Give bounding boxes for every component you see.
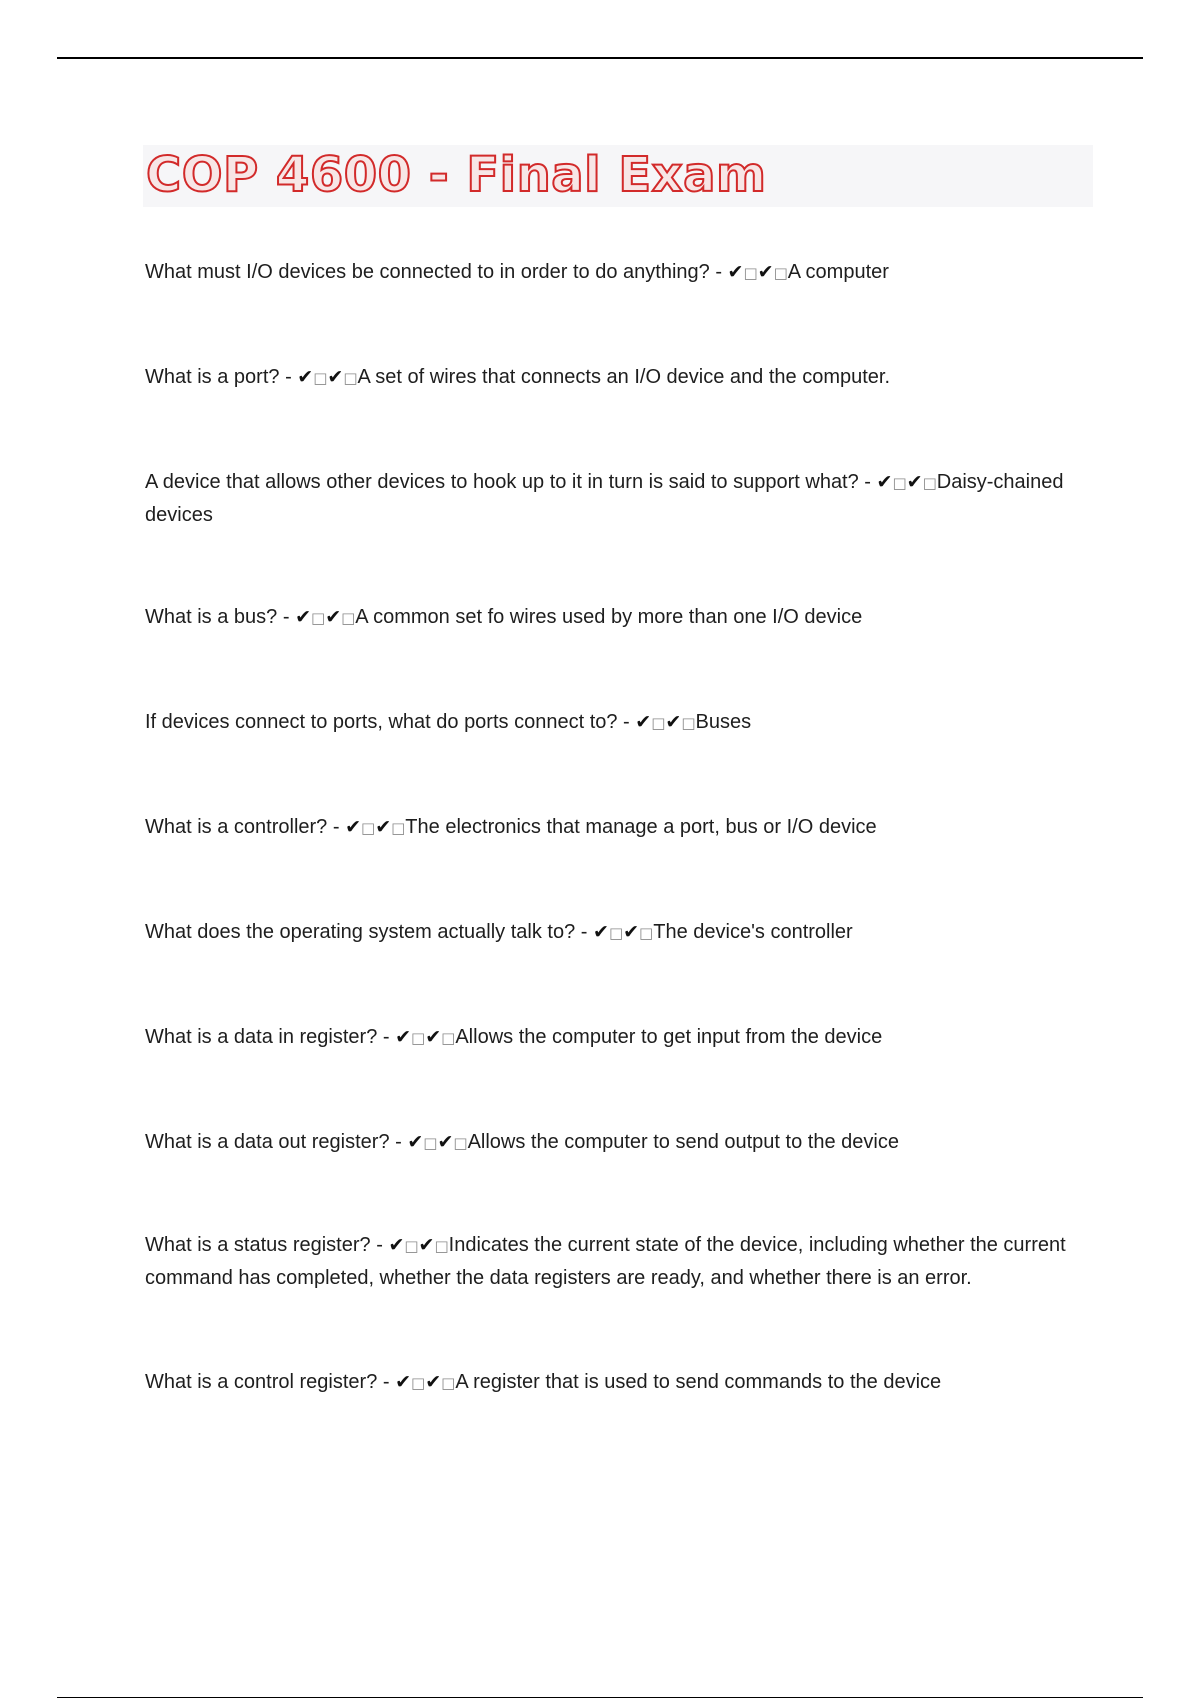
question-text: What does the operating system actually talk to? [145,921,576,943]
separator: - [327,816,346,838]
separator: - [370,1234,389,1256]
box-icon: □ [434,1237,449,1255]
question-text: If devices connect to ports, what do ports connect to? [145,711,618,733]
qa-item [145,361,1075,394]
qa-item [145,1229,1075,1294]
check-icon: ✔ [665,711,682,733]
answer-text: A register that is used to send commands to the device [455,1371,942,1393]
box-icon: □ [441,1374,456,1392]
qa-item [145,706,1075,739]
qa-item [145,256,1075,289]
question-text: What is a controller? [145,816,328,838]
check-icon: ✔ [325,606,342,628]
box-icon: □ [411,1374,426,1392]
document-title: COP 4600 - Final Exam [146,147,767,203]
check-icon: ✔ [407,1131,424,1153]
separator: - [279,366,298,388]
separator: - [617,711,636,733]
question-text: What is a bus? [145,606,278,628]
box-icon: □ [441,1029,456,1047]
check-icon: ✔ [623,921,640,943]
answer-text: A set of wires that connects an I/O device and the computer. [357,366,891,388]
box-icon: □ [343,369,358,387]
separator: - [575,921,594,943]
answer-text: Daisy-chained devices [145,471,1064,526]
box-icon: □ [892,474,907,492]
question-text: What must I/O devices be connected to in order to do anything? [145,261,710,283]
top-rule [57,57,1143,59]
box-icon: □ [404,1237,419,1255]
check-icon: ✔ [635,711,652,733]
check-icon: ✔ [295,606,311,628]
qa-item [145,1126,1075,1159]
box-icon: □ [608,924,624,942]
qa-item [145,811,1075,844]
separator: - [389,1131,408,1153]
check-icon: ✔ [388,1234,405,1256]
check-icon: ✔ [418,1234,435,1256]
answer-text: Indicates the current state of the device, including whether the current command has completed, whether the data registers are ready, and whether there is an error. [145,1234,1066,1289]
check-icon: ✔ [906,471,923,493]
check-icon: ✔ [375,816,392,838]
check-icon: ✔ [727,261,744,283]
qa-item [145,466,1075,531]
separator: - [377,1026,396,1048]
question-text: What is a port? [145,366,280,388]
box-icon: □ [411,1029,426,1047]
check-icon: ✔ [425,1371,442,1393]
answer-text: A common set fo wires used by more than one I/O device [355,606,863,628]
check-icon: ✔ [425,1026,442,1048]
question-text: What is a data out register? [145,1131,390,1153]
question-text: What is a control register? [145,1371,378,1393]
separator: - [858,471,877,493]
question-text: What is a status register? [145,1234,371,1256]
box-icon: □ [311,609,326,627]
qa-item [145,1366,1075,1399]
answer-text: A computer [787,261,889,283]
separator: - [709,261,728,283]
box-icon: □ [773,264,788,282]
box-icon: □ [743,264,758,282]
check-icon: ✔ [345,816,361,838]
box-icon: □ [681,714,696,732]
question-text: A device that allows other devices to hook up to it in turn is said to support what? [145,471,859,493]
box-icon: □ [651,714,666,732]
answer-text: Buses [695,711,752,733]
box-icon: □ [313,369,328,387]
check-icon: ✔ [297,366,314,388]
qa-item [145,601,1075,634]
answer-text: Allows the computer to send output to the device [467,1131,899,1153]
check-icon: ✔ [593,921,609,943]
separator: - [377,1371,396,1393]
check-icon: ✔ [437,1131,454,1153]
check-icon: ✔ [327,366,344,388]
qa-item [145,916,1075,949]
box-icon: □ [423,1134,438,1152]
bottom-rule [57,1697,1143,1698]
box-icon: □ [922,474,937,492]
check-icon: ✔ [757,261,774,283]
box-icon: □ [639,924,654,942]
question-text: What is a data in register? [145,1026,378,1048]
box-icon: □ [453,1134,468,1152]
check-icon: ✔ [395,1371,412,1393]
check-icon: ✔ [876,471,893,493]
box-icon: □ [341,609,356,627]
answer-text: The electronics that manage a port, bus or I/O device [405,816,877,838]
answer-text: The device's controller [653,921,853,943]
qa-item [145,1021,1075,1054]
box-icon: □ [361,819,376,837]
box-icon: □ [391,819,406,837]
separator: - [277,606,296,628]
check-icon: ✔ [395,1026,412,1048]
answer-text: Allows the computer to get input from the device [455,1026,883,1048]
